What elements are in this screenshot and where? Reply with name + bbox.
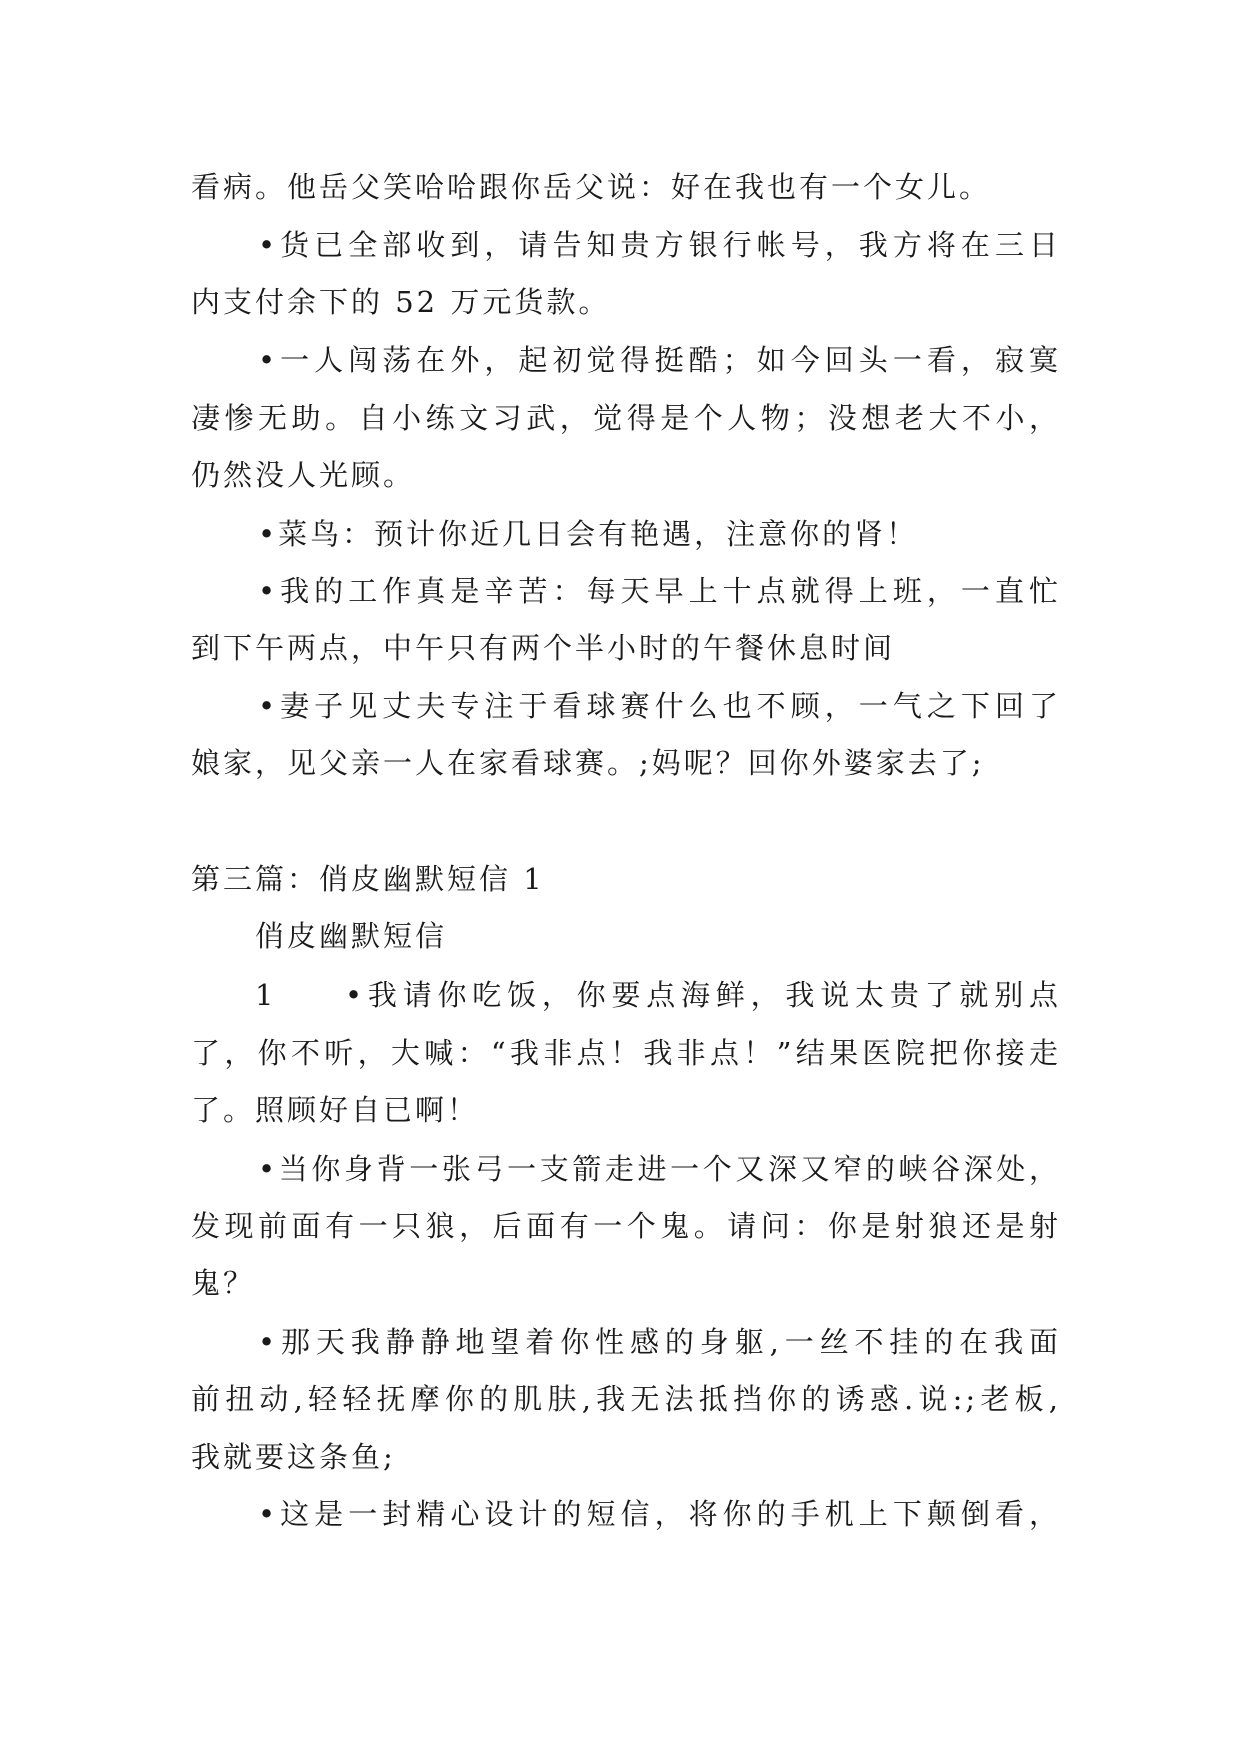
paragraph-line: 了。照顾好自已啊！ [191,1093,480,1127]
paragraph-line: 鬼？ [191,1266,256,1300]
paragraph-line: 前扭动,轻轻抚摩你的肌肤,我无法抵挡你的诱惑.说:;老板, [191,1382,1061,1416]
bullet-line: •我的工作真是辛苦：每天早上十点就得上班，一直忙 [258,574,1061,608]
bullet-line: •那天我静静地望着你性感的身躯,一丝不挂的在我面 [258,1325,1061,1359]
bullet-line: •我请你吃饭，你要点海鲜，我说太贵了就别点 [345,978,1061,1012]
bullet-line: •菜鸟：预计你近几日会有艳遇，注意你的肾！ [258,517,919,551]
paragraph-line: 凄惨无助。自小练文习武，觉得是个人物；没想老大不小， [191,401,1061,435]
section-heading: 第三篇：俏皮幽默短信 1 [191,862,545,896]
paragraph-line: 仍然没人光顾。 [191,458,416,492]
bullet-line: •货已全部收到，请告知贵方银行帐号，我方将在三日 [258,228,1061,262]
paragraph-line: 看病。他岳父笑哈哈跟你岳父说：好在我也有一个女儿。 [191,170,992,204]
paragraph-line: 娘家，见父亲一人在家看球赛。;妈呢？回你外婆家去了; [191,746,985,780]
bullet-line: •当你身背一张弓一支箭走进一个又深又窄的峡谷深处， [258,1152,1061,1186]
bullet-line: •这是一封精心设计的短信，将你的手机上下颠倒看， [258,1497,1061,1531]
paragraph-line: 到下午两点，中午只有两个半小时的午餐休息时间 [191,631,896,665]
section-subtitle: 俏皮幽默短信 [255,919,448,953]
paragraph-line: 发现前面有一只狼，后面有一个鬼。请问：你是射狼还是射 [191,1209,1061,1243]
bullet-line: •一人闯荡在外，起初觉得挺酷；如今回头一看，寂寞 [258,343,1061,377]
paragraph-line: 了，你不听，大喊：“我非点！我非点！”结果医院把你接走 [191,1036,1061,1070]
paragraph-line: 我就要这条鱼; [191,1440,396,1474]
paragraph-line: 内支付余下的 52 万元货款。 [191,285,611,319]
item-number: 1 [255,978,274,1012]
bullet-line: •妻子见丈夫专注于看球赛什么也不顾，一气之下回了 [258,689,1061,723]
